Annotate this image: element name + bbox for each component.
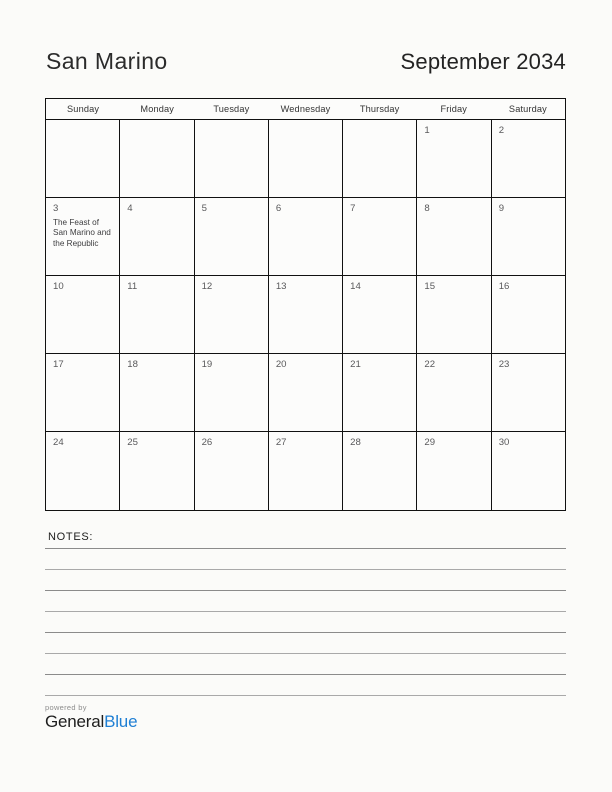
calendar-week-row xyxy=(46,120,565,198)
day-number: 20 xyxy=(275,359,287,370)
calendar-day-cell[interactable] xyxy=(492,432,565,510)
calendar-day-cell[interactable] xyxy=(343,354,417,431)
day-number: 8 xyxy=(424,203,430,214)
day-number: 15 xyxy=(424,281,436,292)
calendar-day-cell[interactable] xyxy=(120,276,194,353)
notes-line[interactable] xyxy=(45,569,566,590)
day-number: 6 xyxy=(275,203,282,214)
notes-lines xyxy=(45,548,566,716)
location-title: San Marino xyxy=(46,48,168,74)
calendar-day-cell[interactable] xyxy=(417,354,491,431)
calendar-day-cell[interactable] xyxy=(195,198,269,275)
day-event-label: The Feast of San Marino and the Republic xyxy=(53,217,111,249)
powered-by-label: powered by xyxy=(45,703,87,712)
notes-line[interactable] xyxy=(45,611,566,632)
notes-label: NOTES: xyxy=(48,531,94,543)
calendar-day-cell[interactable] xyxy=(120,354,194,431)
day-number: 28 xyxy=(350,437,361,448)
weekday-header-row xyxy=(46,99,565,120)
brand-logo xyxy=(45,713,137,731)
calendar-day-cell[interactable] xyxy=(492,276,565,353)
day-number: 13 xyxy=(275,281,287,292)
calendar-week-row xyxy=(46,276,565,354)
calendar-week-row xyxy=(46,198,565,276)
month-year-title: September 2034 xyxy=(400,49,566,74)
footer-branding xyxy=(45,703,137,731)
calendar-day-cell[interactable] xyxy=(46,198,120,275)
calendar-day-cell[interactable] xyxy=(492,354,565,431)
calendar-day-cell-empty xyxy=(46,120,120,197)
day-number: 2 xyxy=(498,125,505,136)
calendar-day-cell[interactable] xyxy=(492,198,565,275)
calendar-day-cell[interactable] xyxy=(46,432,120,510)
calendar-day-cell[interactable] xyxy=(120,432,194,510)
calendar-day-cell[interactable] xyxy=(343,276,417,353)
calendar-day-cell-empty xyxy=(120,120,194,197)
day-number: 22 xyxy=(424,359,436,370)
day-number: 26 xyxy=(201,437,213,448)
notes-section xyxy=(45,532,566,716)
calendar-weeks xyxy=(46,120,565,510)
weekday-header-cell: Sunday xyxy=(67,104,100,114)
calendar-day-cell[interactable] xyxy=(46,276,120,353)
day-number: 16 xyxy=(498,281,510,292)
weekday-header-cell: Tuesday xyxy=(213,104,250,114)
calendar-week-row xyxy=(46,354,565,432)
day-number: 23 xyxy=(498,359,510,370)
calendar-day-cell[interactable] xyxy=(46,354,120,431)
day-number: 11 xyxy=(127,281,138,292)
calendar-day-cell[interactable] xyxy=(269,432,343,510)
notes-line[interactable] xyxy=(45,653,566,674)
notes-line[interactable] xyxy=(45,548,566,569)
calendar-day-cell-empty xyxy=(195,120,269,197)
calendar-day-cell-empty xyxy=(269,120,343,197)
weekday-header-cell: Monday xyxy=(140,104,174,114)
calendar-day-cell[interactable] xyxy=(417,276,491,353)
day-number: 18 xyxy=(127,359,138,370)
day-number: 17 xyxy=(53,359,64,370)
calendar-day-cell[interactable] xyxy=(417,432,491,510)
calendar-grid xyxy=(45,98,566,511)
day-number: 21 xyxy=(350,359,361,370)
calendar-day-cell[interactable] xyxy=(195,432,269,510)
day-number: 3 xyxy=(53,203,59,214)
day-number: 30 xyxy=(498,437,510,448)
day-number: 1 xyxy=(424,125,430,136)
day-number: 10 xyxy=(53,281,64,292)
brand-name-secondary: Blue xyxy=(104,712,138,731)
calendar-day-cell[interactable] xyxy=(269,354,343,431)
calendar-day-cell[interactable] xyxy=(195,276,269,353)
day-number: 27 xyxy=(275,437,287,448)
day-number: 29 xyxy=(424,437,436,448)
calendar-day-cell[interactable] xyxy=(343,432,417,510)
calendar-day-cell[interactable] xyxy=(120,198,194,275)
day-number: 5 xyxy=(201,203,207,214)
calendar-day-cell[interactable] xyxy=(195,354,269,431)
weekday-header-cell: Friday xyxy=(440,104,467,114)
calendar-day-cell[interactable] xyxy=(269,198,343,275)
notes-line[interactable] xyxy=(45,632,566,653)
notes-line[interactable] xyxy=(45,590,566,611)
calendar-day-cell[interactable] xyxy=(343,198,417,275)
day-number: 4 xyxy=(127,203,133,214)
day-number: 14 xyxy=(350,281,361,292)
calendar-week-row xyxy=(46,432,565,510)
calendar-day-cell-empty xyxy=(343,120,417,197)
day-number: 7 xyxy=(350,203,356,214)
day-number: 25 xyxy=(127,437,138,448)
calendar-day-cell[interactable] xyxy=(269,276,343,353)
calendar-day-cell[interactable] xyxy=(417,120,491,197)
weekday-header-cell: Wednesday xyxy=(280,104,331,114)
day-number: 24 xyxy=(53,437,64,448)
day-number: 12 xyxy=(201,281,213,292)
calendar-day-cell[interactable] xyxy=(492,120,565,197)
notes-line[interactable] xyxy=(45,674,566,695)
calendar-day-cell[interactable] xyxy=(417,198,491,275)
day-number: 9 xyxy=(498,203,505,214)
brand-name-primary: General xyxy=(45,712,105,731)
weekday-header-cell: Thursday xyxy=(359,104,400,114)
weekday-header-cell: Saturday xyxy=(508,104,547,114)
page-header xyxy=(46,50,566,86)
day-number: 19 xyxy=(201,359,213,370)
